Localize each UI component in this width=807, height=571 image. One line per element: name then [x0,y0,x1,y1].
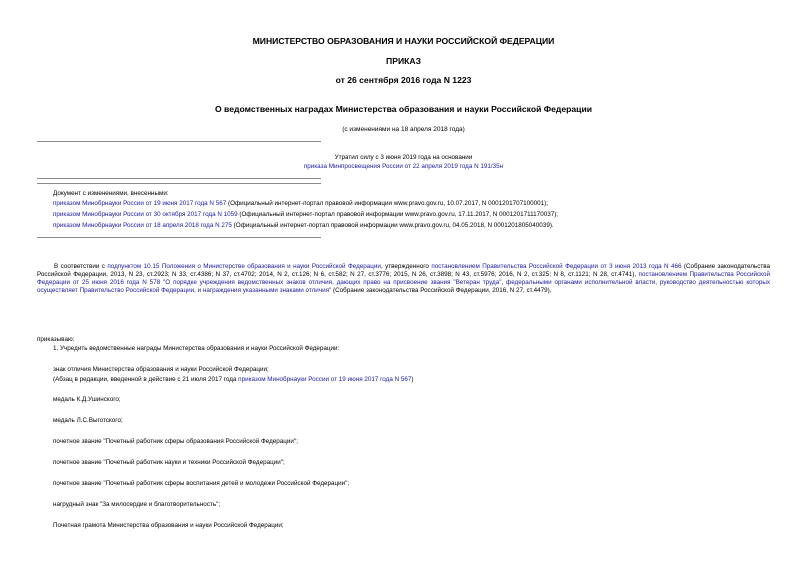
award-note-text: (Абзац в редакции, введенной в действие с 21 июля 2017 года [53,376,239,383]
preamble-link[interactable]: подпунктом 10.15 Положения о Министерстве образования и науки Российской Федерации [107,263,381,270]
changes-item [53,200,548,208]
validity-line: Утратил силу с 3 июня 2019 года на основании [334,154,473,161]
award-note-text: ) [411,376,414,383]
preamble-link[interactable]: постановлением Правительства Российской Федерации от 25 июня 2016 года N 578 "О порядке учреждения ведомственных знаков отличия, дающих право на присвоение звания "Ветеран труда", федеральными органами исполнительной власти, руководство деятельностью которых осуществляет Правительство Российской Федерации, и награждения указанными знаками отличия" [37,271,770,294]
changes-item-text: (Официальный интернет-портал правовой информации www.pravo.gov.ru, 10.07.2017, N 0001201707100001); [226,200,549,207]
award-note [53,376,414,384]
document-date-number: от 26 сентября 2016 года N 1223 [335,75,472,85]
ministry-heading: МИНИСТЕРСТВО ОБРАЗОВАНИЯ И НАУКИ РОССИЙСКОЙ ФЕДЕРАЦИИ [252,36,555,46]
point-1: 1. Учредить ведомственные награды Министерства образования и науки Российской Федерации: [53,345,340,352]
changes-item [53,222,554,230]
document-title: О ведомственных наградах Министерства образования и науки Российской Федерации [214,104,593,114]
changes-item-text: (Официальный интернет-портал правовой информации www.pravo.gov.ru, 17.11.2017, N 0001201711170037); [237,211,559,218]
changes-intro: Документ с изменениями, внесенными: [53,190,169,197]
award-item: Почетная грамота Министерства образования и науки Российской Федерации; [53,522,284,529]
preamble-text: (Собрание законодательства Российской Федерации, 2013, N 23, ст.2923; N 33, ст.4386; N 37, ст.4702; 2014, N 2, ст.126; N 6, ст.582; N 27, ст.3776; 2015, N 26, ст.3898; N 43, ст.5976; 2016, N 2, ст.325; N 8, ст.1121; N 28, ст.4741), [37,263,770,278]
preamble-text: , утвержденного [380,263,432,270]
changes-item [53,211,558,219]
document-type: ПРИКАЗ [386,56,421,66]
award-item: нагрудный знак "За милосердие и благотворительность"; [53,501,221,508]
divider [37,237,321,238]
order-word: приказываю: [37,336,75,343]
divider [37,178,321,179]
preamble-link[interactable]: постановлением Правительства Российской Федерации от 3 июня 2013 года N 466 [431,263,682,270]
award-item: медаль К.Д.Ушинского; [53,396,121,403]
award-item: медаль Л.С.Выготского; [53,417,123,424]
award-item: знак отличия Министерства образования и науки Российской Федерации; [53,366,269,373]
award-item: почетное звание "Почетный работник сферы образования Российской Федерации"; [53,438,298,445]
preamble-text: (Собрание законодательства Российской Федерации, 2016, N 27, ст.4479), [331,287,552,294]
divider [37,141,321,142]
preamble-paragraph [37,263,770,295]
changes-item-text: (Официальный интернет-портал правовой информации www.pravo.gov.ru, 04.05.2018, N 0001201805040039). [231,222,554,229]
divider [37,183,321,184]
changes-item-link[interactable]: приказом Минобрнауки России от 30 октября 2017 года N 1059 [53,211,238,218]
changes-item-link[interactable]: приказом Минобрнауки России от 19 июня 2017 года N 567 [53,200,227,207]
validity-link[interactable]: приказа Минпросвещения России от 22 апреля 2019 года N 191/35н [303,163,504,170]
award-note-link[interactable]: приказом Минобрнауки России от 19 июня 2017 года N 567 [238,376,412,383]
award-item: почетное звание "Почетный работник науки и техники Российской Федерации"; [53,459,285,466]
preamble-text: В соответствии с [54,263,108,270]
amendments-note: (с изменениями на 18 апреля 2018 года) [342,126,465,133]
award-item: почетное звание "Почетный работник сферы воспитания детей и молодежи Российской Федерации"; [53,480,350,487]
changes-item-link[interactable]: приказом Минобрнауки России от 18 апреля 2018 года N 275 [53,222,232,229]
